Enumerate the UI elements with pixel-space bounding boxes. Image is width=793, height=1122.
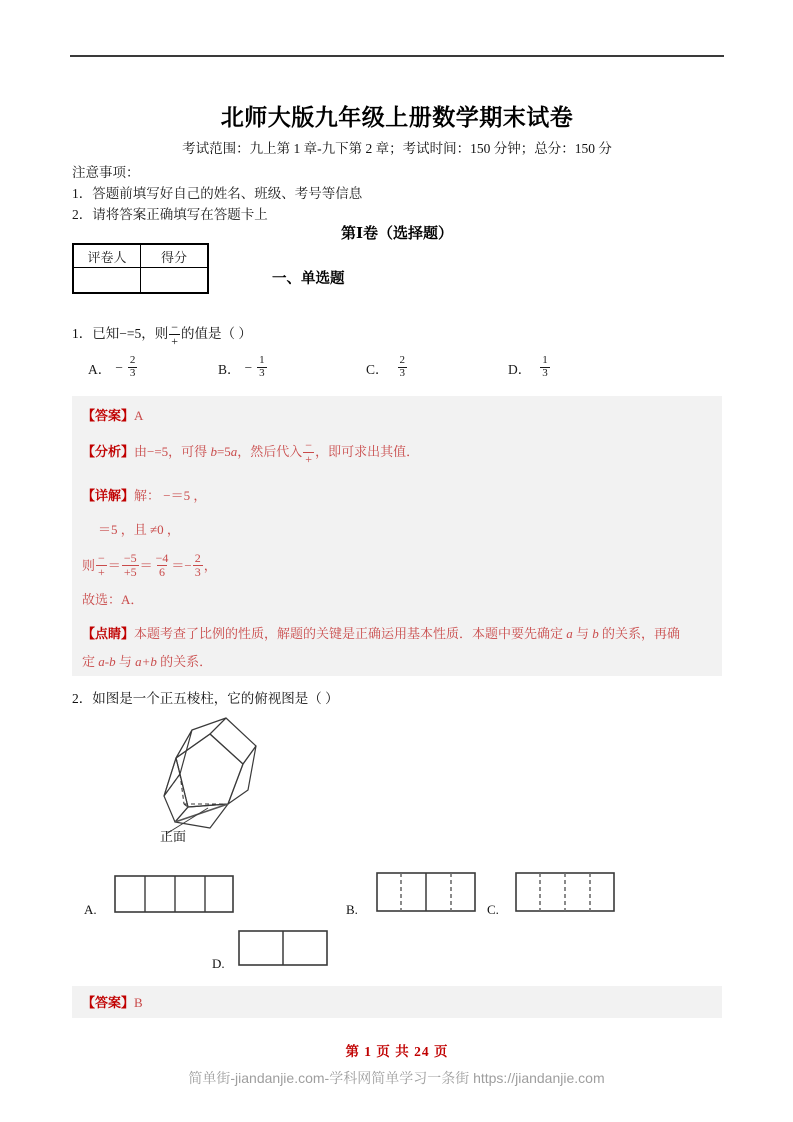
- answer-line-2: [82, 993, 143, 1013]
- conclusion-line: [82, 590, 143, 610]
- question-1-stem-mid: ，则: [141, 326, 169, 342]
- front-face-label: 正面: [160, 829, 187, 844]
- option-a-fraction: $\frac{2}{3}$: [129, 354, 136, 379]
- part-title: 第Ⅰ卷（选择题）: [340, 226, 454, 242]
- analysis-tag: 【分析】: [82, 444, 135, 460]
- section-label: 一、单选题: [272, 271, 345, 287]
- point-text-2b: 与: [115, 654, 136, 669]
- detail-text-2: ＝5 ，且 ≠0 ，: [98, 522, 180, 537]
- conclusion-text: 故选：A．: [82, 592, 144, 607]
- option-c-letter: C．: [366, 362, 389, 378]
- detail-equals-2: ＝: [139, 558, 153, 574]
- option-c-fraction: $\frac{2}{3}$: [399, 354, 406, 379]
- point-text-1c: 的关系，再确: [598, 626, 681, 641]
- score-table-header-score: 得分: [141, 244, 209, 268]
- choice-d-figure[interactable]: [238, 928, 334, 970]
- detail-equals-1: ＝: [107, 558, 121, 574]
- page-number-footer: 第 1 页 共 24 页: [345, 1044, 449, 1059]
- answer-line: [82, 406, 143, 426]
- analysis-fraction: $\frac{-}{+}$: [305, 438, 313, 466]
- option-a[interactable]: [88, 356, 138, 380]
- detail-fraction-4: $\frac{2}{3}$: [194, 551, 201, 579]
- point-var-a-minus-b: a-b: [98, 654, 116, 669]
- detail-fraction-3: $\frac{-4}{6}$: [155, 551, 169, 579]
- detail-fraction-2: $\frac{-5}{+5}$: [123, 551, 137, 579]
- notice-item-2: 2．请将答案正确填写在答题卡上: [72, 207, 268, 222]
- point-text-2c: 的关系．: [156, 654, 213, 669]
- point-var-b: b: [592, 626, 599, 641]
- option-b-sign: −: [244, 360, 253, 376]
- option-c[interactable]: [366, 356, 408, 380]
- table-row: [73, 268, 208, 294]
- question-1-stem-equation: −=5: [119, 326, 142, 342]
- point-line-2: [82, 652, 212, 672]
- analysis-text-3: ，即可求出其值．: [315, 444, 420, 460]
- question-1-stem-suffix: 的值是（ ）: [181, 326, 252, 342]
- pentagonal-prism-figure: [150, 712, 270, 837]
- point-text-2a: 定: [82, 654, 99, 669]
- answer-block-question-2: [72, 986, 722, 1018]
- score-table: [72, 243, 209, 294]
- exam-subtitle: 考试范围：九上第 1 章-九下第 2 章；考试时间：150 分钟；总分：150 分: [182, 141, 612, 156]
- score-table-header-grader: 评卷人: [73, 244, 141, 268]
- answer-tag: 【答案】: [82, 408, 135, 423]
- detail-equals-3: ＝−: [171, 558, 192, 574]
- detail-prefix: 则: [82, 558, 96, 574]
- analysis-text-2: ，然后代入: [237, 444, 303, 460]
- analysis-line: [82, 440, 419, 466]
- header-rule: [70, 55, 724, 57]
- option-a-letter: A．: [88, 362, 112, 378]
- analysis-var-a: a: [230, 444, 238, 460]
- question-2-stem: [72, 688, 339, 710]
- point-var-a: a: [566, 626, 573, 641]
- choice-d-letter: D.: [212, 956, 225, 971]
- option-b-letter: B．: [218, 362, 241, 378]
- question-2-stem-text: 如图是一个正五棱柱，它的俯视图是（ ）: [92, 691, 339, 706]
- notice-item-1: 1．答题前填写好自己的姓名、班级、考号等信息: [72, 186, 363, 201]
- choice-a-figure[interactable]: [114, 873, 238, 917]
- point-tag: 【点睛】: [82, 626, 135, 641]
- answer-value-2: B: [134, 995, 143, 1010]
- analysis-text-1: 由−=5，可得: [134, 444, 211, 460]
- page-title: 北师大版九年级上册数学期末试卷: [220, 104, 574, 131]
- choice-b-letter: B.: [346, 902, 358, 917]
- notice-heading: 注意事项：: [72, 165, 140, 180]
- analysis-eq: =5: [216, 444, 231, 460]
- answer-value: A: [134, 408, 144, 423]
- question-1-stem: [72, 322, 252, 348]
- watermark-footer: 简单街-jiandanjie.com-学科网简单学习一条街 https://jiandanjie.com: [188, 1070, 605, 1086]
- option-b[interactable]: [218, 356, 268, 380]
- option-d-fraction: $\frac{1}{3}$: [542, 354, 548, 379]
- choice-b-figure[interactable]: [376, 870, 480, 914]
- choice-c-figure[interactable]: [515, 870, 619, 914]
- point-var-a-plus-b: a+b: [135, 654, 157, 669]
- question-1-stem-fraction: $\frac{-}{+}$: [171, 320, 179, 348]
- option-d[interactable]: [508, 356, 551, 380]
- choice-a-letter: A.: [84, 902, 97, 917]
- question-1-number: 1．: [72, 326, 93, 342]
- detail-line-1: [82, 486, 206, 506]
- choice-c-letter: C.: [487, 902, 499, 917]
- score-table-cell-grader[interactable]: [73, 268, 141, 294]
- question-1-stem-prefix: 已知: [92, 326, 120, 342]
- point-text-1a: 本题考查了比例的性质，解题的关键是正确运用基本性质．本题中要先确定: [134, 626, 567, 641]
- table-row-header: [73, 244, 208, 268]
- answer-tag-2: 【答案】: [82, 995, 135, 1010]
- point-line-1: [82, 624, 680, 644]
- detail-fraction-1: $\frac{-}{+}$: [98, 551, 105, 579]
- point-text-1b: 与: [572, 626, 593, 641]
- question-2-number: 2．: [72, 691, 93, 706]
- score-table-cell-score[interactable]: [141, 268, 209, 294]
- detail-text-1: 解： −＝5 ，: [134, 488, 207, 503]
- option-b-fraction: $\frac{1}{3}$: [259, 354, 265, 379]
- option-a-sign: −: [115, 360, 123, 376]
- analysis-var-b: b: [210, 444, 217, 460]
- answer-block-question-1: [72, 396, 722, 676]
- detail-line-3: [82, 553, 217, 579]
- detail-tag: 【详解】: [82, 488, 135, 503]
- detail-line-2: [98, 520, 180, 540]
- option-d-letter: D．: [508, 362, 532, 378]
- detail-suffix: ，: [203, 558, 217, 574]
